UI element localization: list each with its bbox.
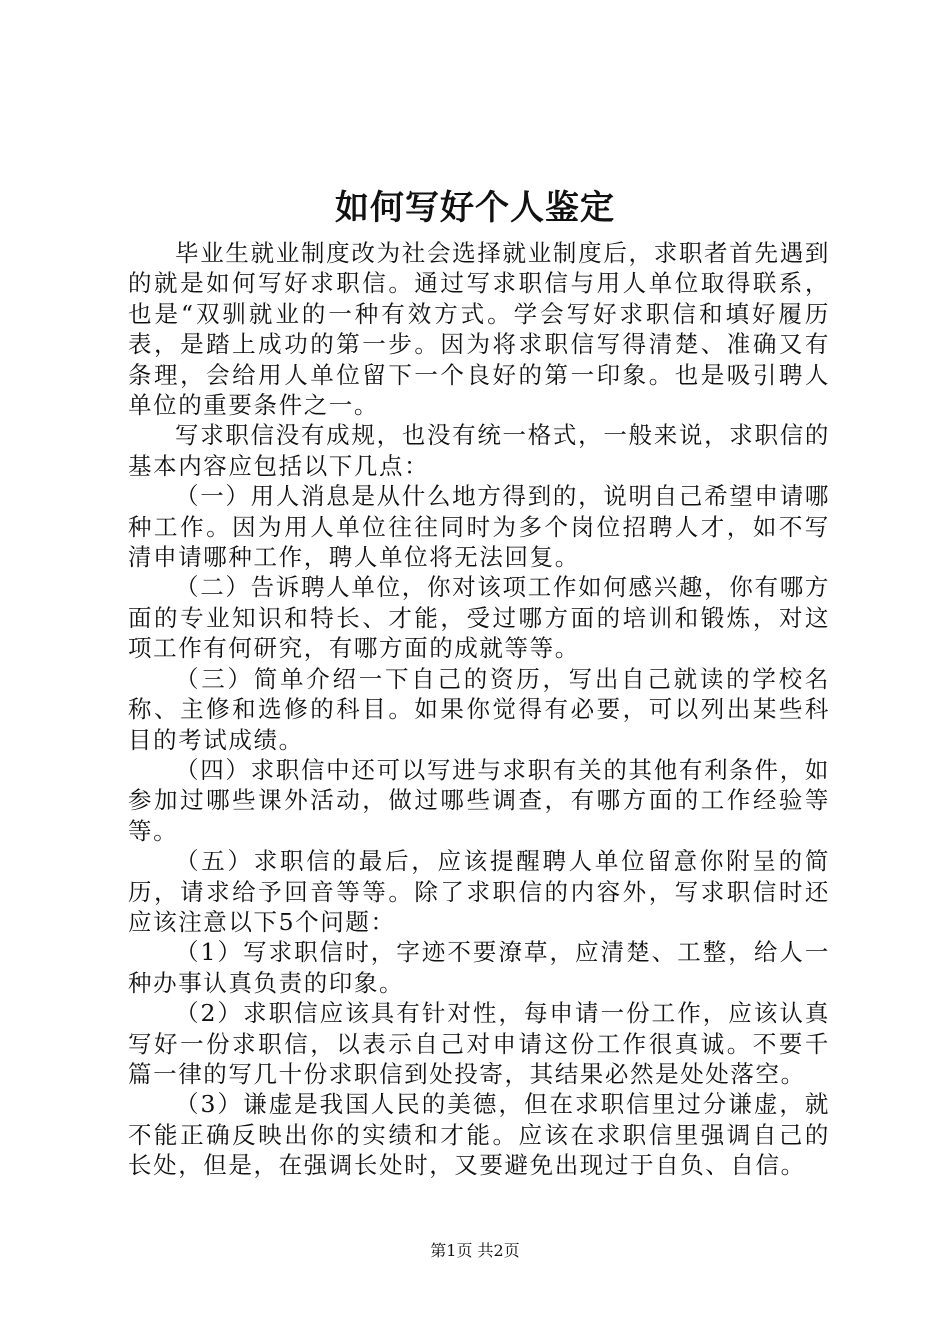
paragraph-point-3: （三）简单介绍一下自己的资历，写出自己就读的学校名称、主修和选修的科目。如果你觉得有必要，可以列出某些科目的考试成绩。 bbox=[128, 664, 830, 754]
paragraph-point-2: （二）告诉聘人单位，你对该项工作如何感兴趣，你有哪方面的专业知识和特长、才能，受过哪方面的培训和锻炼，对这项工作有何研究，有哪方面的成就等等。 bbox=[128, 573, 830, 663]
paragraph-issue-3: （3）谦虚是我国人民的美德，但在求职信里过分谦虚，就不能正确反映出你的实绩和才能。应该在求职信里强调自己的长处，但是，在强调长处时，又要避免出现过于自负、自信。 bbox=[128, 1090, 830, 1180]
page-number-footer: 第1页 共2页 bbox=[430, 1241, 520, 1260]
document-title: 如何写好个人鉴定 bbox=[335, 188, 615, 228]
document-body bbox=[128, 238, 830, 1181]
paragraph-point-5: （五）求职信的最后，应该提醒聘人单位留意你附呈的简历，请求给予回音等等。除了求职信的内容外，写求职信时还应该注意以下5个问题： bbox=[128, 847, 830, 936]
paragraph-intro: 毕业生就业制度改为社会选择就业制度后，求职者首先遇到的就是如何写好求职信。通过写求职信与用人单位取得联系，也是“双驯就业的一种有效方式。学会写好求职信和填好履历表，是踏上成功的第一步。因为将求职信写得清楚、准确又有条理，会给用人单位留下一个良好的第一印象。也是吸引聘人单位的重要条件之一。 bbox=[128, 239, 830, 420]
paragraph-issue-1: （1）写求职信时，字迹不要潦草，应清楚、工整，给人一种办事认真负责的印象。 bbox=[128, 938, 830, 997]
paragraph-point-1: （一）用人消息是从什么地方得到的，说明自己希望申请哪种工作。因为用人单位往往同时为多个岗位招聘人才，如不写清申请哪种工作，聘人单位将无法回复。 bbox=[128, 482, 830, 572]
paragraph-issue-2: （2）求职信应该具有针对性，每申请一份工作，应该认真写好一份求职信，以表示自己对申请这份工作很真诚。不要千篇一律的写几十份求职信到处投寄，其结果必然是处处落空。 bbox=[128, 999, 830, 1088]
paragraph-format: 写求职信没有成规，也没有统一格式，一般来说，求职信的基本内容应包括以下几点： bbox=[128, 421, 830, 480]
paragraph-point-4: （四）求职信中还可以写进与求职有关的其他有利条件，如参加过哪些课外活动，做过哪些调查，有哪方面的工作经验等等。 bbox=[128, 755, 830, 845]
